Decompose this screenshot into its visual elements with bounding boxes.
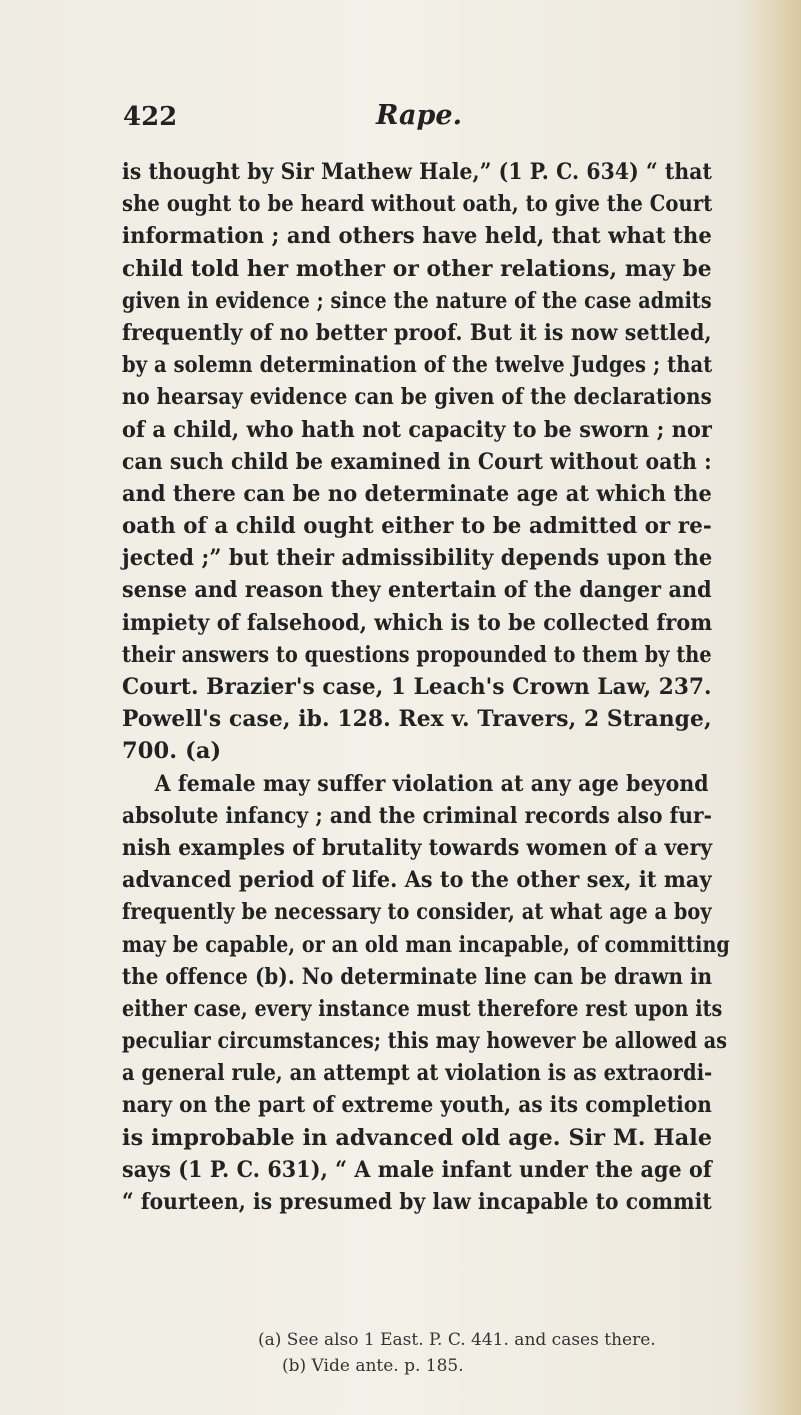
text-line: is improbable in advanced old age. Sir M. Hale bbox=[122, 1124, 713, 1151]
body-text bbox=[122, 156, 730, 1218]
page-number: 422 bbox=[123, 102, 178, 132]
text-line: child told her mother or other relations, may be bbox=[122, 255, 712, 282]
text-line: can such child be examined in Court without oath : bbox=[122, 448, 712, 475]
running-title: Rape. bbox=[376, 100, 463, 131]
text-line: the offence (b). No determinate line can be drawn in bbox=[122, 963, 713, 990]
text-line: nary on the part of extreme youth, as its completion bbox=[122, 1092, 712, 1119]
text-line: nish examples of brutality towards women of a very bbox=[122, 834, 713, 861]
text-line: sense and reason they entertain of the danger and bbox=[122, 577, 712, 604]
text-line: given in evidence ; since the nature of the case admits bbox=[122, 287, 712, 314]
footnote-a: (a) See also 1 East. P. C. 441. and cases there. bbox=[258, 1330, 656, 1350]
text-line: information ; and others have held, that what the bbox=[122, 223, 712, 250]
text-line: may be capable, or an old man incapable, of committing bbox=[122, 931, 730, 958]
text-line: frequently of no better proof. But it is now settled, bbox=[122, 319, 712, 346]
text-line: says (1 P. C. 631), “ A male infant under the age of bbox=[122, 1156, 712, 1183]
text-line: “ fourteen, is presumed by law incapable to commit bbox=[122, 1189, 712, 1215]
text-line: Court. Brazier's case, 1 Leach's Crown Law, 237. bbox=[122, 674, 712, 700]
text-line: she ought to be heard without oath, to give the Court bbox=[122, 191, 713, 218]
text-line: advanced period of life. As to the other sex, it may bbox=[122, 867, 712, 894]
footnote-b: (b) Vide ante. p. 185. bbox=[282, 1356, 464, 1376]
text-line: absolute infancy ; and the criminal records also fur- bbox=[122, 802, 713, 829]
text-line: peculiar circumstances; this may however be allowed as bbox=[122, 1028, 728, 1055]
text-line: their answers to questions propounded to them by the bbox=[122, 641, 712, 668]
text-line: no hearsay evidence can be given of the declarations bbox=[122, 384, 712, 411]
text-line: and there can be no determinate age at which the bbox=[122, 480, 712, 507]
text-line: is thought by Sir Mathew Hale,” (1 P. C. 634) “ that bbox=[122, 159, 712, 185]
text-line: of a child, who hath not capacity to be sworn ; nor bbox=[122, 416, 712, 443]
text-line: either case, every instance must therefore rest upon its bbox=[122, 995, 723, 1022]
text-line: a general rule, an attempt at violation is as extraordi- bbox=[122, 1060, 713, 1087]
text-line: frequently be necessary to consider, at what age a boy bbox=[122, 899, 712, 926]
footnotes bbox=[258, 1327, 656, 1379]
text-line: 700. (a) bbox=[122, 738, 222, 765]
text-line: Powell's case, ib. 128. Rex v. Travers, 2 Strange, bbox=[122, 706, 712, 733]
paragraph-start-line: A female may suffer violation at any age beyond bbox=[154, 770, 709, 797]
text-line: impiety of falsehood, which is to be collected from bbox=[122, 609, 713, 636]
text-line: jected ;” but their admissibility depends upon the bbox=[122, 545, 713, 572]
text-line: oath of a child ought either to be admitted or re- bbox=[122, 513, 712, 540]
page-header bbox=[0, 100, 801, 140]
text-line: by a solemn determination of the twelve Judges ; that bbox=[122, 352, 713, 379]
